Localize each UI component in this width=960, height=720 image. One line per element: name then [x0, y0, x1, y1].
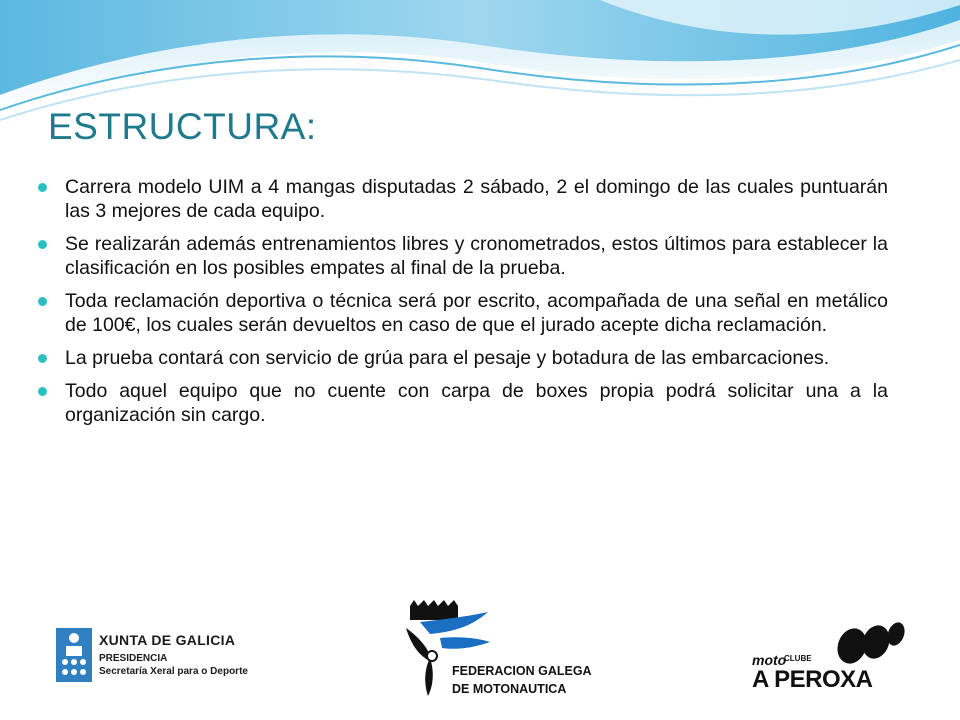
bullet-dot-icon [38, 183, 47, 192]
club-moto-text: moto [752, 652, 787, 668]
bullet-text: Se realizarán además entrenamientos libres y cronometrados, estos últimos para establecer la clasificación en los posibles empates al final de la prueba. [65, 233, 888, 279]
xunta-secretariat: Secretaría Xeral para o Deporte [99, 666, 248, 677]
bullet-text: Toda reclamación deportiva o técnica será por escrito, acompañada de una señal en metálico de 100€, los cuales serán devueltos en caso de que el jurado acepte dicha reclamación. [65, 290, 888, 336]
bullet-dot-icon [38, 297, 47, 306]
federacion-galega-logo [400, 598, 590, 702]
club-clube-text: CLUBE [784, 654, 812, 663]
club-name: A PEROXA [752, 666, 873, 693]
bullet-item [38, 175, 888, 223]
bullet-list [38, 175, 888, 436]
bullet-text: Carrera modelo UIM a 4 mangas disputadas 2 sábado, 2 el domingo de las cuales puntuarán las 3 mejores de cada equipo. [65, 176, 888, 222]
slide-title: ESTRUCTURA: [48, 106, 317, 147]
xunta-name: XUNTA DE GALICIA [99, 632, 236, 648]
bullet-item [38, 232, 888, 280]
bullet-text: La prueba contará con servicio de grúa para el pesaje y botadura de las embarcaciones. [65, 347, 830, 369]
bullet-item [38, 346, 888, 370]
bullet-dot-icon [38, 240, 47, 249]
bullet-dot-icon [38, 354, 47, 363]
xunta-department: PRESIDENCIA [99, 653, 168, 664]
xunta-de-galicia-logo [56, 628, 246, 686]
galicia-shield-icon [56, 628, 92, 682]
bullet-item [38, 289, 888, 337]
bullet-text: Todo aquel equipo que no cuente con carpa de boxes propia podrá solicitar una a la organización sin cargo. [65, 380, 888, 426]
bullet-item [38, 379, 888, 427]
bullet-dot-icon [38, 387, 47, 396]
moto-clube-a-peroxa-logo [748, 618, 910, 696]
federation-name-line2: DE MOTONAUTICA [452, 682, 567, 696]
federation-name-line1: FEDERACION GALEGA [452, 664, 592, 678]
